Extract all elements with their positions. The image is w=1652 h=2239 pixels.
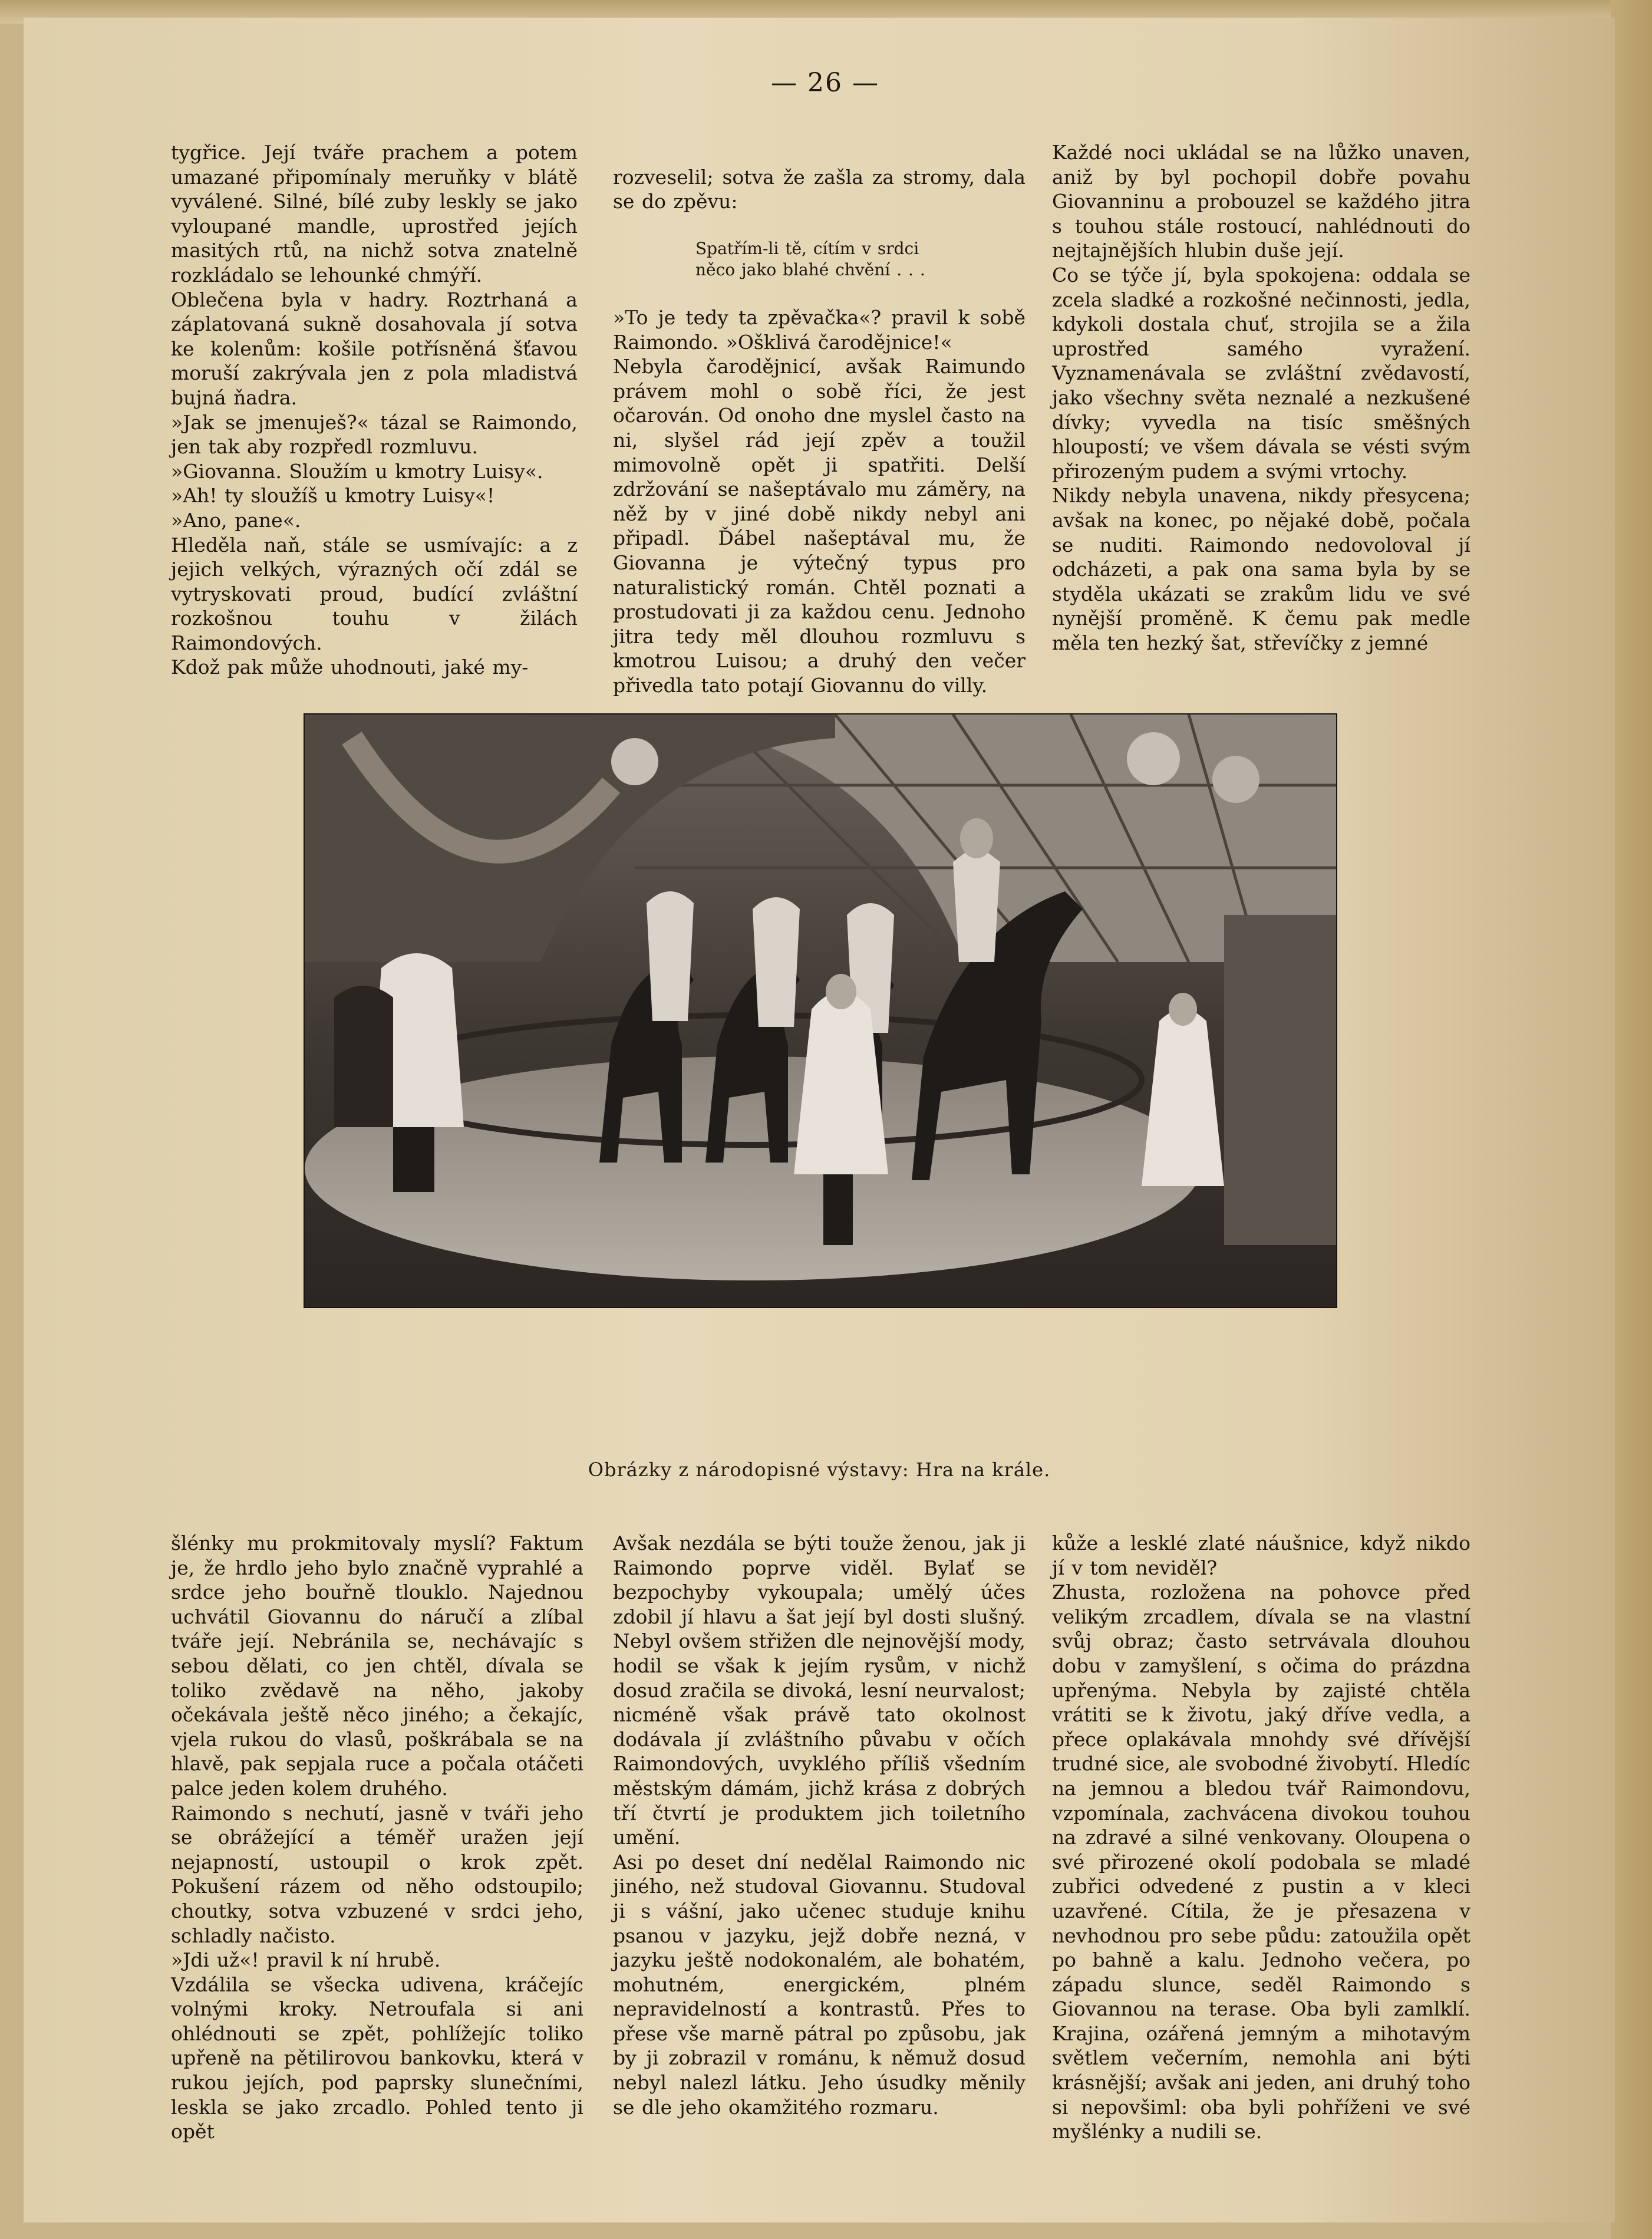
round-plaque-2 [1127,732,1180,785]
column-3-top: Každé noci ukládal se na lůžko unaven, aniž by byl pochopil dobře povahu Giovanninu a probouzel se každého jitra s touhou stále rostoucí, nahlédnouti do nejtajnějších hlubin duše její. Co se týče jí, byla spokojena: oddala se zcela sladké a rozkošné nečinnosti, jedla, kdykoli dostala chuť, strojila se a žila uprostřed samého vyražení. Vyznamenávala se zvláštní zvědavostí, jako všechny světa neznalé a nezkušené dívky; vyvedla na tisíc směšných hloupostí; ve všem dávala se vésti svým přirozeným pudem a svými vrtochy. Nikdy nebyla unavena, nikdy přesycena; avšak na konec, po nějaké době, počala se nuditi. Raimondo nedovoloval jí odcházeti, a pak ona sama byla by se styděla ukázati se zrakům lidu ve své nynější proměně. K čemu pak medle měla ten hezký šat, střevíčky z jemné [1052,141,1470,654]
woman-head [826,974,856,1009]
song-verse: Spatřím-li tě, cítím v srdci něco jako blahé chvění . . . [695,239,925,280]
column-2-top [613,140,1026,722]
rider-2 [647,891,694,1021]
king-head [960,818,993,858]
page-number: — 26 — [771,68,879,98]
column-1-bottom: šlénky mu prokmitovaly myslí? Faktum je, že hrdlo jeho bylo značně vyprahlé a srdce jeho bouřně tlouklo. Najednou uchvátil Giovannu do náručí a zlíbal tváře její. Nebránila se, nechávajíc s sebou dělati, co jen chtěl, dívala se toliko zvědavě na něho, jakoby očekávala ještě něco jiného; a čekajíc, vjela rukou do vlasů, poškrábala se na hlavě, pak sepjala ruce a počala otáčeti palce jeden kolem druhého. Raimondo s nechutí, jasně v tváři jeho se obrážející a téměř uražen její nejapností, ustoupil o krok zpět. Pokušení rázem od něho odstoupilo; choutky, sotva vzbuzené v srdci jeho, schladly načisto. »Jdi už«! pravil k ní hrubě. Vzdálila se všecka udivena, kráčejíc volnými kroky. Netroufala si ani ohlédnouti se zpět, pohlížejíc toliko upřeně na pětilirovou bankovku, která v rukou jejích, pod paprsky slunečními, leskla se jako zrcadlo. Pohled tento ji opět [171,1532,583,2143]
rider-3 [753,897,800,1027]
photo-illustration [305,714,1336,1307]
column-2-top-intro: rozveselil; sotva že zašla za stromy, dala se do zpěvu: [613,165,1026,213]
column-2-bottom: Avšak nezdála se býti touže ženou, jak ji Raimondo poprve viděl. Bylať se bezpochyby vykoupala; umělý účes zdobil jí hlavu a šat její byl dosti slušný. Nebyl ovšem střižen dle nejnovější mody, hodil se však k jejím rysům, v nichž dosud zračila se divoká, lesní neurvalost; nicméně však právě tato okolnost dodávala jí zvláštního půvabu v očích Raimondových, uvyklého příliš všedním městským dámám, jichž krása z dobrých tří čtvrtí je produktem jich toiletního umění. Asi po deset dní nedělal Raimondo nic jiného, než studoval Giovannu. Studoval ji s vášní, jako učenec studuje knihu psanou v jazyku, jejž dobře nezná, v jazyku ještě nodokonalém, ale bohatém, mohutném, energickém, plném nepravidelností a kontrastů. Přes to přese vše marně pátral po způsobu, jak by ji zobrazil v románu, k němuž dosud nebyl nalezl látku. Jeho úsudky měnily se dle jeho okamžitého rozmaru. [613,1532,1026,2119]
ethnographic-exhibition-photo [304,713,1337,1308]
page-right-edge [1611,0,1652,2239]
left-figure-1-legs [393,1127,434,1192]
column-2-top-body: »To je tedy ta zpěvačka«? pravil k sobě Raimondo. »Ošklivá čarodějnice!« Nebyla čarodějnicí, avšak Raimundo právem mohl o sobě říci, že jest očarován. Od onoho dne myslel často na ni, slyšel rád její zpěv a toužil mimovolně opět ji spatřiti. Delší zdržování se našeptávalo mu záměry, na něž by v jiné době nikdy nebyl ani připadl. Ďábel našeptával mu, že Giovanna je výtečný typus pro naturalistický román. Chtěl poznati a prostudovati ji za každou cenu. Jednoho jitra tedy měl dlouhou rozmluvu s kmotrou Luisou; a druhý den večer přivedla tato potají Giovannu do villy. [613,305,1026,697]
king-rider [953,844,1000,962]
round-plaque-1 [611,738,658,785]
photo-caption: Obrázky z národopisné výstavy: Hra na krále. [588,1458,1051,1481]
right-booth [1224,915,1336,1245]
column-3-bottom: kůže a lesklé zlaté náušnice, když nikdo jí v tom neviděl? Zhusta, rozložena na pohovce před velikým zrcadlem, dívala se na vlastní svůj obraz; často setrvávala dlouhou dobu v zamyšlení, s očima do prázdna upřenýma. Nebyla by zajisté chtěla vrátiti se k životu, jaký dříve vedla, a přece oplakávala mnohdy své dřívější trudné sice, ale svobodné živobytí. Hledíc na jemnou a bledou tvář Raimondovu, vzpomínala, zachvácena divokou touhou na zdravé a silné venkovany. Oloupena o své přirozené okolí podobala se mladé zubřici odvedené z pustin a v kleci uzavřené. Cítila, že je přesazena v nevhodnou pro sebe půdu: zatoužila opět po bahně a kalu. Jednoho večera, po západu slunce, seděl Raimondo s Giovannou na terase. Oba byli zamlklí. Krajina, ozářená jemným a mihotavým světlem večerním, nemohla ani býti krásnější; avšak ani jeden, ani druhý toho si nepovšiml: oba byli pohříženi ve své myšlénky a nudili se. [1052,1532,1470,2143]
woman-boots [823,1174,853,1245]
right-woman-head [1169,993,1197,1026]
left-figure-2 [334,986,393,1127]
round-plaque-3 [1212,756,1259,803]
column-1-top: tygřice. Její tváře prachem a potem umazané připomínaly meruňky v blátě vyválené. Silné, bílé zuby leskly se jako vyloupané mandle, uprostřed jejích masitých rtů, na nichž sotva znatelně rozkládalo se lehounké chmýří. Oblečena byla v hadry. Roztrhaná a záplatovaná sukně dosahovala jí sotva ke kolenům: košile potřísněná šťavou moruší zakrývala jen z pola mladistvá bujná ňadra. »Jak se jmenuješ?« tázal se Raimondo, jen tak aby rozpředl rozmluvu. »Giovanna. Sloužím u kmotry Luisy«. »Ah! ty sloužíš u kmotry Luisy«! »Ano, pane«. Hleděla naň, stále se usmívajíc: a z jejich velkých, výrazných očí zdál se vytryskovati proud, budící zvláštní rozkošnou touhu v žilách Raimondových. Kdož pak může uhodnouti, jaké my- [171,141,578,679]
